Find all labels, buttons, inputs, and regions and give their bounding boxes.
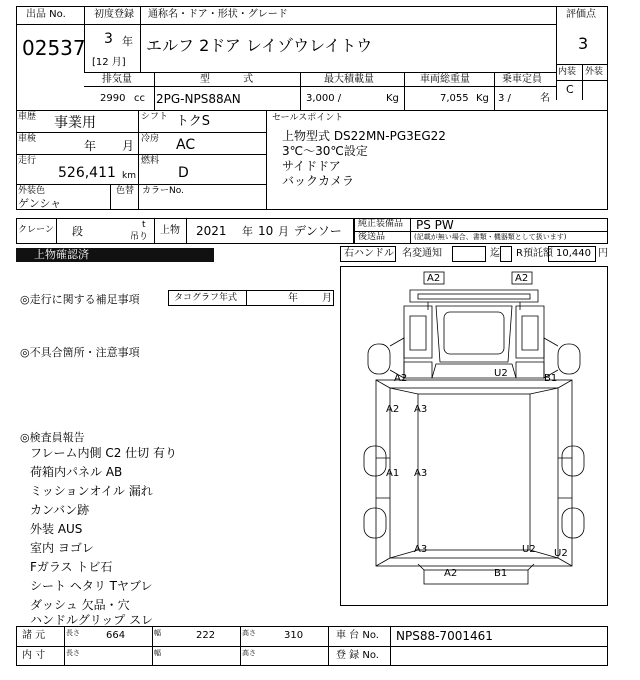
ac-label: 冷房 [141, 134, 160, 144]
capacity-value: 3 / [498, 93, 511, 104]
name-change-label: 名変通知 [402, 248, 442, 259]
sales-point-label: セールスポイント [272, 113, 344, 123]
inspector-label: ◎検査員報告 [20, 431, 85, 444]
name-change-box [452, 246, 486, 262]
sales-point-4: バックカメラ [282, 174, 355, 188]
inspector-item-8: シート ヘタリ Tヤブレ [30, 579, 153, 593]
steering-label: 右ハンドル [344, 248, 394, 259]
interior-grade: C [566, 83, 574, 96]
inspector-item-7: Fガラス トビ石 [30, 560, 113, 574]
chassis-label: 車 台 No. [336, 630, 379, 641]
mileage-value: 526,411 [58, 165, 116, 181]
inner-height-label: 高さ [242, 649, 256, 657]
model-name: エルフ 2ドア レイゾウレイトウ [146, 36, 373, 55]
width-label: 幅 [154, 629, 161, 637]
body-check-bar: 上物確認済 [16, 248, 214, 262]
inspection-month: 月 [122, 139, 135, 153]
sales-point-2: 3℃～30℃設定 [282, 144, 368, 158]
inspection-year: 年 [84, 139, 97, 153]
mileage-unit: km [122, 171, 136, 181]
inspector-item-2: 荷箱内パネル AB [30, 465, 123, 479]
width-value: 222 [196, 630, 216, 641]
color-value: ゲンシャ [18, 197, 62, 210]
diagram-mark: A3 [414, 468, 428, 479]
tacho-label: タコグラフ年式 [174, 293, 238, 303]
inspector-item-5: 外装 AUS [30, 522, 83, 536]
equipment-value: PS PW [416, 218, 454, 232]
tacho-year: 年 [288, 293, 298, 304]
month-value: [12 月] [92, 57, 126, 68]
aftermarket-label: 後送品 [358, 232, 386, 242]
length-value: 664 [106, 630, 126, 641]
diagram-mark: A1 [386, 468, 400, 479]
capacity-label: 乗車定員 [502, 74, 542, 85]
body-label: 上物 [160, 225, 180, 236]
inner-width-label: 幅 [154, 649, 161, 657]
max-load-value: 3,000 / [306, 93, 342, 104]
max-load-unit: Kg [386, 93, 399, 104]
inspector-item-4: カンバン跡 [30, 503, 90, 517]
tacho-month: 月 [322, 293, 332, 304]
inspection-label: 車検 [18, 134, 37, 144]
recycle-unit: 円 [598, 248, 608, 259]
inspector-item-1: フレーム内側 C2 仕切 有り [30, 446, 177, 460]
inspector-item-10: ハンドルグリップ スレ [30, 613, 154, 627]
color-change-label: 色替 [116, 186, 135, 196]
name-label: 通称名・ドア・形状・グレード [148, 9, 288, 20]
inspector-item-9: ダッシュ 欠品・穴 [30, 598, 130, 612]
interior-label: 内装 [558, 67, 577, 77]
first-reg-label: 初度登録 [94, 9, 134, 20]
diagram-mark: A2 [444, 568, 458, 579]
history-label: 車歴 [18, 112, 37, 122]
diagram-mark: A3 [414, 404, 428, 415]
lot-label: 出品 No. [26, 9, 66, 20]
running-remarks-label: ◎走行に関する補足事項 [20, 293, 140, 306]
diagram-mark: A2 [515, 273, 529, 284]
diagram-mark: B1 [494, 568, 508, 579]
truck-diagram [340, 266, 608, 606]
deadline-box [500, 246, 512, 262]
max-load-label: 最大積載量 [324, 74, 374, 85]
body-maker: デンソー [294, 224, 342, 238]
aftermarket-note: (記載が無い場合、書類・機器類として扱います) [414, 233, 567, 241]
fuel-value: D [178, 165, 189, 181]
crane-stage: 段 [72, 225, 83, 238]
history-value: 事業用 [54, 115, 96, 131]
sales-point-3: サイドドア [282, 159, 341, 173]
body-year-unit: 年 [242, 225, 253, 238]
height-label: 高さ [242, 629, 256, 637]
inspector-item-3: ミッションオイル 漏れ [30, 484, 153, 498]
height-value: 310 [284, 630, 304, 641]
inspector-item-6: 室内 ヨゴレ [30, 541, 94, 555]
diagram-mark: U2 [494, 368, 508, 379]
crane-t: t [142, 220, 146, 230]
gross-weight-label: 車両総重量 [420, 74, 470, 85]
year-unit: 年 [122, 35, 133, 48]
body-month-unit: 月 [278, 225, 289, 238]
diagram-mark: A3 [414, 544, 428, 555]
deadline-label: 迄 [490, 248, 500, 259]
capacity-unit: 名 [540, 93, 550, 104]
recycle-value: 10,440 [556, 248, 591, 259]
exterior-label: 外装 [585, 67, 604, 77]
shift-label: シフト [141, 112, 169, 122]
diagram-mark: U2 [522, 544, 536, 555]
recycle-label: R預託額 [516, 248, 553, 259]
displacement-value: 2990 [100, 93, 126, 104]
chassis-value: NPS88-7001461 [396, 629, 493, 643]
gross-weight-value: 7,055 [440, 93, 469, 104]
diagram-mark: B1 [544, 373, 558, 384]
dimensions-label: 諸 元 [22, 630, 46, 641]
lot-number: 02537 [22, 36, 86, 60]
length-label: 長さ [66, 629, 80, 637]
model-code: 2PG-NPS88AN [156, 92, 241, 106]
diagram-mark: A2 [394, 373, 408, 384]
mileage-label: 走行 [18, 156, 37, 166]
inner-length-label: 長さ [66, 649, 80, 657]
inner-dim-label: 内 寸 [22, 650, 46, 661]
crane-label: クレーン [18, 225, 54, 235]
registration-label: 登 録 No. [336, 650, 379, 661]
diagram-mark: U2 [554, 548, 568, 559]
fuel-label: 燃料 [141, 156, 160, 166]
defects-label: ◎不具合箇所・注意事項 [20, 346, 140, 359]
body-month: 10 [258, 224, 274, 238]
sales-point-1: 上物型式 DS22MN-PG3EG22 [282, 129, 446, 143]
equipment-label: 純正装備品 [358, 219, 404, 229]
ac-value: AC [176, 137, 196, 153]
year-value: 3 [104, 31, 113, 47]
crane-hoist: 吊り [130, 232, 149, 242]
diagram-mark: A2 [386, 404, 400, 415]
displacement-label: 排気量 [102, 74, 132, 85]
grade-label: 評価点 [566, 9, 596, 20]
model-label: 型 式 [200, 74, 254, 85]
color-label: 外装色 [18, 186, 46, 196]
gross-weight-unit: Kg [476, 93, 489, 104]
body-year: 2021 [196, 224, 227, 238]
grade-value: 3 [578, 34, 589, 53]
color-code-label: カラーNo. [142, 186, 184, 196]
diagram-mark: A2 [427, 273, 441, 284]
displacement-unit: cc [134, 93, 145, 104]
shift-value: トクS [176, 114, 210, 129]
